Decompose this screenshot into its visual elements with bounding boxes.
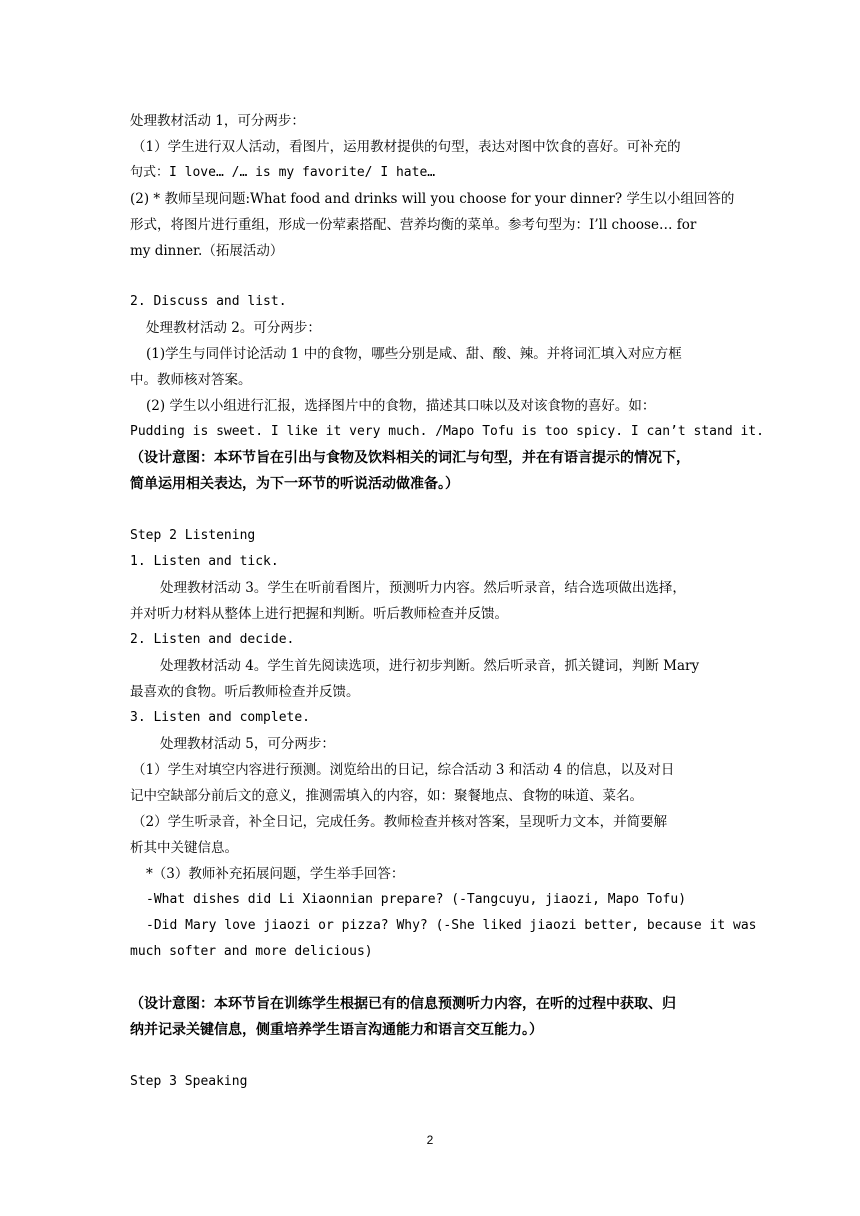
page-number: 2: [426, 1133, 434, 1147]
step-heading: Step 2 Listening: [130, 528, 256, 543]
text-line: 处理教材活动 2。可分两步：: [146, 320, 321, 336]
text-line: 形式，将图片进行重组，形成一份荤素搭配、营养均衡的菜单。参考句型为：I’ll choose… for: [130, 217, 697, 233]
text-line: （1）学生进行双人活动，看图片，运用教材提供的句型，表达对图中饮食的喜好。可补充的: [132, 139, 681, 155]
design-intent-note: （设计意图：本环节旨在引出与食物及饮料相关的词汇与句型，并在有语言提示的情况下，: [130, 450, 690, 466]
text-line: -Did Mary love jiaozi or pizza? Why? (-She liked jiaozi better, because it was: [146, 918, 757, 933]
design-intent-note: 纳并记录关键信息，侧重培养学生语言沟通能力和语言交互能力。）: [130, 1022, 543, 1038]
design-intent-note: （设计意图：本环节旨在训练学生根据已有的信息预测听力内容，在听的过程中获取、归: [130, 996, 676, 1012]
section-heading: 3. Listen and complete.: [130, 710, 311, 725]
text-line: 处理教材活动 3。学生在听前看图片，预测听力内容。然后听录音，结合选项做出选择，: [160, 580, 686, 596]
text-line: 记中空缺部分前后文的意义，推测需填入的内容，如：聚餐地点、食物的味道、菜名。: [130, 788, 643, 804]
section-heading: 1. Listen and tick.: [130, 554, 279, 569]
step-heading: Step 3 Speaking: [130, 1074, 248, 1089]
text-line: 处理教材活动 1，可分两步：: [130, 113, 305, 129]
text-line: 中。教师核对答案。: [130, 372, 252, 388]
text-line: my dinner.（拓展活动）: [130, 243, 284, 259]
text-line: much softer and more delicious): [130, 944, 373, 959]
design-intent-note: 简单运用相关表达，为下一环节的听说活动做准备。）: [130, 476, 459, 492]
text-line: (1)学生与同伴讨论活动 1 中的食物，哪些分别是咸、甜、酸、辣。并将词汇填入对应方框: [146, 346, 682, 362]
text-line: 处理教材活动 4。学生首先阅读选项，进行初步判断。然后听录音，抓关键词，判断 Mary: [160, 658, 700, 674]
text-line: 最喜欢的食物。听后教师检查并反馈。: [130, 684, 360, 700]
text-line: (2) * 教师呈现问题:What food and drinks will you choose for your dinner? 学生以小组回答的: [130, 191, 735, 207]
section-heading: 2. Listen and decide.: [130, 632, 295, 647]
text-line: (2) 学生以小组进行汇报，选择图片中的食物，描述其口味以及对该食物的喜好。如：: [146, 398, 656, 414]
text-line: 析其中关键信息。: [130, 840, 238, 856]
text-line: *（3）教师补充拓展问题，学生举手回答：: [146, 866, 405, 882]
text-line: 句式：I love… /… is my favorite/ I hate…: [130, 165, 436, 180]
text-line: （1）学生对填空内容进行预测。浏览给出的日记，综合活动 3 和活动 4 的信息，以及对日: [132, 762, 675, 778]
text-line: Pudding is sweet. I like it very much. /Mapo Tofu is too spicy. I can’t stand it.: [130, 424, 764, 439]
text-line: -What dishes did Li Xiaonnian prepare? (-Tangcuyu, jiaozi, Mapo Tofu): [146, 892, 687, 907]
text-line: 并对听力材料从整体上进行把握和判断。听后教师检查并反馈。: [130, 606, 508, 622]
text-line: （2）学生听录音，补全日记，完成任务。教师检查并核对答案，呈现听力文本，并简要解: [132, 814, 668, 830]
text-line: 处理教材活动 5，可分两步：: [160, 736, 335, 752]
section-heading: 2. Discuss and list.: [130, 294, 287, 309]
